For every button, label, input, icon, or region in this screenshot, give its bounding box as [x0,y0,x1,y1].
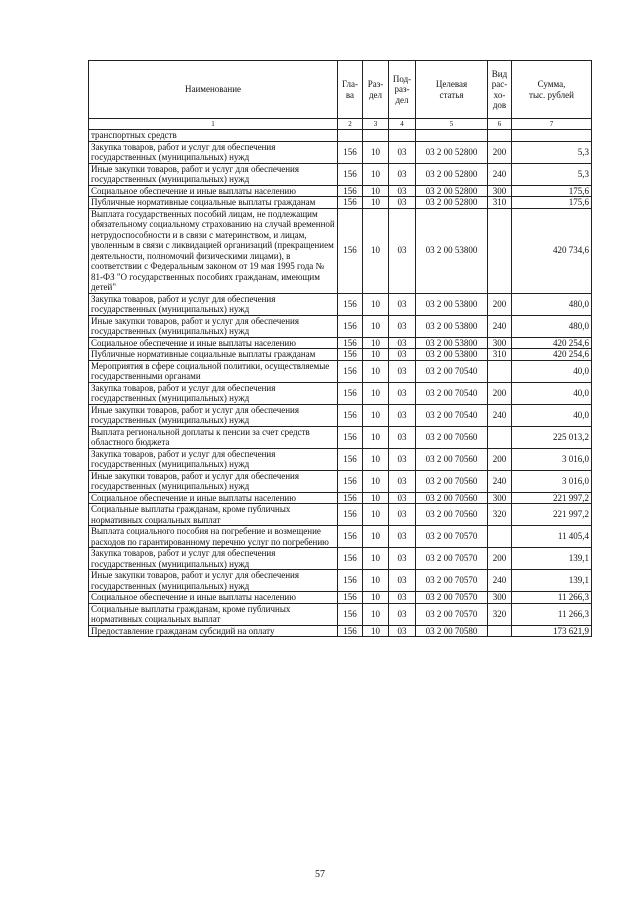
table-row [89,526,592,548]
cell-razdel: 10 [363,504,389,526]
cell-podrazdel: 03 [389,349,416,361]
table-row [89,426,592,448]
cell-name: Социальные выплаты гражданам, кроме публичных нормативных социальных выплат [89,603,338,625]
cell-name: Социальное обеспечение и иные выплаты населению [89,592,338,604]
cell-sum: 3 016,0 [512,448,592,470]
table-row [89,349,592,361]
cell-razdel: 10 [363,293,389,315]
cell-sum: 420 254,6 [512,349,592,361]
cell-name: Социальные выплаты гражданам, кроме публичных нормативных социальных выплат [89,504,338,526]
cell-name: Выплата региональной доплаты к пенсии за счет средств областного бюджета [89,426,338,448]
cell-target: 03 2 00 70540 [416,382,488,404]
column-number: 6 [488,119,512,130]
cell-podrazdel: 03 [389,315,416,337]
cell-glava [338,130,363,142]
header-vid: Вид рас- хо- дов [488,61,512,119]
cell-glava: 156 [338,548,363,570]
cell-vid: 200 [488,548,512,570]
cell-vid: 310 [488,349,512,361]
cell-glava: 156 [338,185,363,197]
cell-vid [488,526,512,548]
cell-sum: 5,3 [512,141,592,163]
cell-podrazdel: 03 [389,360,416,382]
cell-name: Иные закупки товаров, работ и услуг для обеспечения государственных (муниципальных) нужд [89,570,338,592]
cell-razdel: 10 [363,548,389,570]
cell-podrazdel: 03 [389,492,416,504]
table-row [89,404,592,426]
cell-vid: 300 [488,185,512,197]
table-row [89,382,592,404]
cell-target: 03 2 00 70540 [416,404,488,426]
cell-vid: 300 [488,337,512,349]
cell-podrazdel: 03 [389,382,416,404]
cell-podrazdel: 03 [389,208,416,293]
cell-target: 03 2 00 70560 [416,492,488,504]
cell-razdel: 10 [363,492,389,504]
cell-vid: 200 [488,293,512,315]
cell-razdel: 10 [363,337,389,349]
cell-target: 03 2 00 70560 [416,426,488,448]
cell-sum: 420 254,6 [512,337,592,349]
cell-razdel: 10 [363,208,389,293]
cell-vid: 300 [488,592,512,604]
cell-vid: 240 [488,404,512,426]
cell-target: 03 2 00 70570 [416,548,488,570]
cell-razdel: 10 [363,526,389,548]
cell-name: Закупка товаров, работ и услуг для обеспечения государственных (муниципальных) нужд [89,448,338,470]
table-row [89,197,592,209]
cell-vid: 320 [488,603,512,625]
cell-name: Закупка товаров, работ и услуг для обеспечения государственных (муниципальных) нужд [89,141,338,163]
column-number: 4 [389,119,416,130]
table-row [89,504,592,526]
cell-sum: 5,3 [512,163,592,185]
cell-name: Иные закупки товаров, работ и услуг для обеспечения государственных (муниципальных) нужд [89,163,338,185]
cell-razdel: 10 [363,470,389,492]
cell-vid: 200 [488,382,512,404]
cell-podrazdel: 03 [389,504,416,526]
cell-target [416,130,488,142]
cell-podrazdel: 03 [389,163,416,185]
cell-target: 03 2 00 70570 [416,603,488,625]
cell-name: Иные закупки товаров, работ и услуг для обеспечения государственных (муниципальных) нужд [89,315,338,337]
cell-razdel: 10 [363,349,389,361]
cell-glava: 156 [338,163,363,185]
table-row [89,360,592,382]
cell-target: 03 2 00 70580 [416,625,488,637]
cell-podrazdel: 03 [389,548,416,570]
cell-razdel: 10 [363,163,389,185]
budget-table [88,60,592,637]
cell-sum: 3 016,0 [512,470,592,492]
cell-glava: 156 [338,470,363,492]
table-row [89,185,592,197]
cell-podrazdel: 03 [389,603,416,625]
cell-razdel: 10 [363,570,389,592]
header-name: Наименование [89,61,338,119]
cell-glava: 156 [338,404,363,426]
cell-razdel: 10 [363,360,389,382]
table-row [89,448,592,470]
header-glava: Гла- ва [338,61,363,119]
cell-sum: 173 621,9 [512,625,592,637]
header-podrazdel: Под- раз- дел [389,61,416,119]
cell-glava: 156 [338,349,363,361]
cell-glava: 156 [338,625,363,637]
header-razdel: Раз- дел [363,61,389,119]
cell-target: 03 2 00 52800 [416,185,488,197]
table-row [89,592,592,604]
cell-name: Социальное обеспечение и иные выплаты населению [89,492,338,504]
cell-name: Публичные нормативные социальные выплаты гражданам [89,197,338,209]
cell-vid: 240 [488,470,512,492]
cell-razdel: 10 [363,426,389,448]
header-target: Целевая статья [416,61,488,119]
cell-name: Закупка товаров, работ и услуг для обеспечения государственных (муниципальных) нужд [89,548,338,570]
cell-podrazdel [389,130,416,142]
table-row [89,548,592,570]
cell-glava: 156 [338,293,363,315]
cell-sum: 139,1 [512,548,592,570]
cell-name: Иные закупки товаров, работ и услуг для обеспечения государственных (муниципальных) нужд [89,404,338,426]
cell-vid: 320 [488,504,512,526]
cell-glava: 156 [338,603,363,625]
cell-target: 03 2 00 53800 [416,293,488,315]
cell-vid [488,360,512,382]
cell-glava: 156 [338,315,363,337]
cell-sum: 480,0 [512,315,592,337]
cell-target: 03 2 00 53800 [416,315,488,337]
cell-vid [488,130,512,142]
cell-target: 03 2 00 52800 [416,141,488,163]
cell-razdel: 10 [363,448,389,470]
table-row [89,163,592,185]
cell-podrazdel: 03 [389,197,416,209]
cell-razdel: 10 [363,592,389,604]
cell-name: Публичные нормативные социальные выплаты гражданам [89,349,338,361]
cell-name: транспортных средств [89,130,338,142]
cell-glava: 156 [338,592,363,604]
cell-target: 03 2 00 53800 [416,208,488,293]
cell-podrazdel: 03 [389,337,416,349]
cell-glava: 156 [338,360,363,382]
cell-name: Социальное обеспечение и иные выплаты населению [89,337,338,349]
cell-target: 03 2 00 52800 [416,163,488,185]
cell-sum: 11 266,3 [512,592,592,604]
cell-name: Выплата социального пособия на погребение и возмещение расходов по гарантированному перечню услуг по погребению [89,526,338,548]
cell-podrazdel: 03 [389,470,416,492]
table-row [89,315,592,337]
cell-target: 03 2 00 70570 [416,592,488,604]
table-row [89,625,592,637]
cell-name: Предоставление гражданам субсидий на оплату [89,625,338,637]
cell-target: 03 2 00 53800 [416,337,488,349]
cell-sum: 225 013,2 [512,426,592,448]
cell-sum: 11 405,4 [512,526,592,548]
table-body [89,130,592,637]
cell-vid [488,426,512,448]
cell-vid [488,625,512,637]
table-row [89,492,592,504]
cell-podrazdel: 03 [389,404,416,426]
cell-target: 03 2 00 70570 [416,570,488,592]
table-row [89,130,592,142]
column-number: 7 [512,119,592,130]
column-number: 3 [363,119,389,130]
cell-name: Мероприятия в сфере социальной политики, осуществляемые государственными органами [89,360,338,382]
cell-vid: 240 [488,315,512,337]
cell-razdel: 10 [363,603,389,625]
cell-glava: 156 [338,382,363,404]
cell-razdel: 10 [363,141,389,163]
cell-target: 03 2 00 70570 [416,526,488,548]
cell-sum: 175,6 [512,185,592,197]
cell-vid: 240 [488,163,512,185]
cell-sum: 175,6 [512,197,592,209]
cell-sum: 11 266,3 [512,603,592,625]
table-row [89,570,592,592]
cell-target: 03 2 00 70560 [416,470,488,492]
header-sum: Сумма, тыс. рублей [512,61,592,119]
cell-glava: 156 [338,570,363,592]
cell-razdel: 10 [363,382,389,404]
table-row [89,603,592,625]
cell-razdel [363,130,389,142]
cell-name: Иные закупки товаров, работ и услуг для обеспечения государственных (муниципальных) нужд [89,470,338,492]
cell-glava: 156 [338,426,363,448]
table-row [89,141,592,163]
cell-sum: 480,0 [512,293,592,315]
cell-podrazdel: 03 [389,570,416,592]
cell-vid: 200 [488,141,512,163]
table-row [89,208,592,293]
cell-sum [512,130,592,142]
cell-target: 03 2 00 52800 [416,197,488,209]
cell-vid: 240 [488,570,512,592]
cell-podrazdel: 03 [389,526,416,548]
cell-vid [488,208,512,293]
cell-sum: 221 997,2 [512,504,592,526]
cell-glava: 156 [338,448,363,470]
cell-podrazdel: 03 [389,426,416,448]
table-row [89,293,592,315]
cell-name: Закупка товаров, работ и услуг для обеспечения государственных (муниципальных) нужд [89,293,338,315]
column-number: 1 [89,119,338,130]
cell-razdel: 10 [363,185,389,197]
table-header-row [89,61,592,119]
cell-podrazdel: 03 [389,448,416,470]
cell-razdel: 10 [363,625,389,637]
column-number: 2 [338,119,363,130]
cell-name: Выплата государственных пособий лицам, не подлежащим обязательному социальному страхованию на случай временной нетрудоспособности и в связи с материнством, и лицам, уволенным в связи с ликвидацией организаций (прекращением деятельности, полномочий физическими лицами), в соответствии с Федеральным законом от 19 мая 1995 года № 81-ФЗ "О государственных пособиях гражданам, имеющим детей" [89,208,338,293]
cell-glava: 156 [338,504,363,526]
column-number-row [89,119,592,130]
cell-glava: 156 [338,492,363,504]
column-number: 5 [416,119,488,130]
cell-vid: 310 [488,197,512,209]
page-number: 57 [315,869,325,880]
cell-podrazdel: 03 [389,625,416,637]
cell-sum: 139,1 [512,570,592,592]
cell-target: 03 2 00 53800 [416,349,488,361]
cell-razdel: 10 [363,315,389,337]
cell-vid: 300 [488,492,512,504]
cell-podrazdel: 03 [389,185,416,197]
table-row [89,337,592,349]
cell-razdel: 10 [363,404,389,426]
cell-glava: 156 [338,141,363,163]
cell-sum: 221 997,2 [512,492,592,504]
table-row [89,470,592,492]
cell-target: 03 2 00 70560 [416,448,488,470]
cell-glava: 156 [338,197,363,209]
cell-sum: 40,0 [512,404,592,426]
cell-glava: 156 [338,337,363,349]
cell-name: Социальное обеспечение и иные выплаты населению [89,185,338,197]
cell-razdel: 10 [363,197,389,209]
cell-vid: 200 [488,448,512,470]
cell-target: 03 2 00 70540 [416,360,488,382]
cell-glava: 156 [338,526,363,548]
cell-target: 03 2 00 70560 [416,504,488,526]
cell-sum: 40,0 [512,382,592,404]
cell-sum: 40,0 [512,360,592,382]
cell-podrazdel: 03 [389,592,416,604]
cell-podrazdel: 03 [389,141,416,163]
cell-sum: 420 734,6 [512,208,592,293]
cell-name: Закупка товаров, работ и услуг для обеспечения государственных (муниципальных) нужд [89,382,338,404]
cell-glava: 156 [338,208,363,293]
cell-podrazdel: 03 [389,293,416,315]
